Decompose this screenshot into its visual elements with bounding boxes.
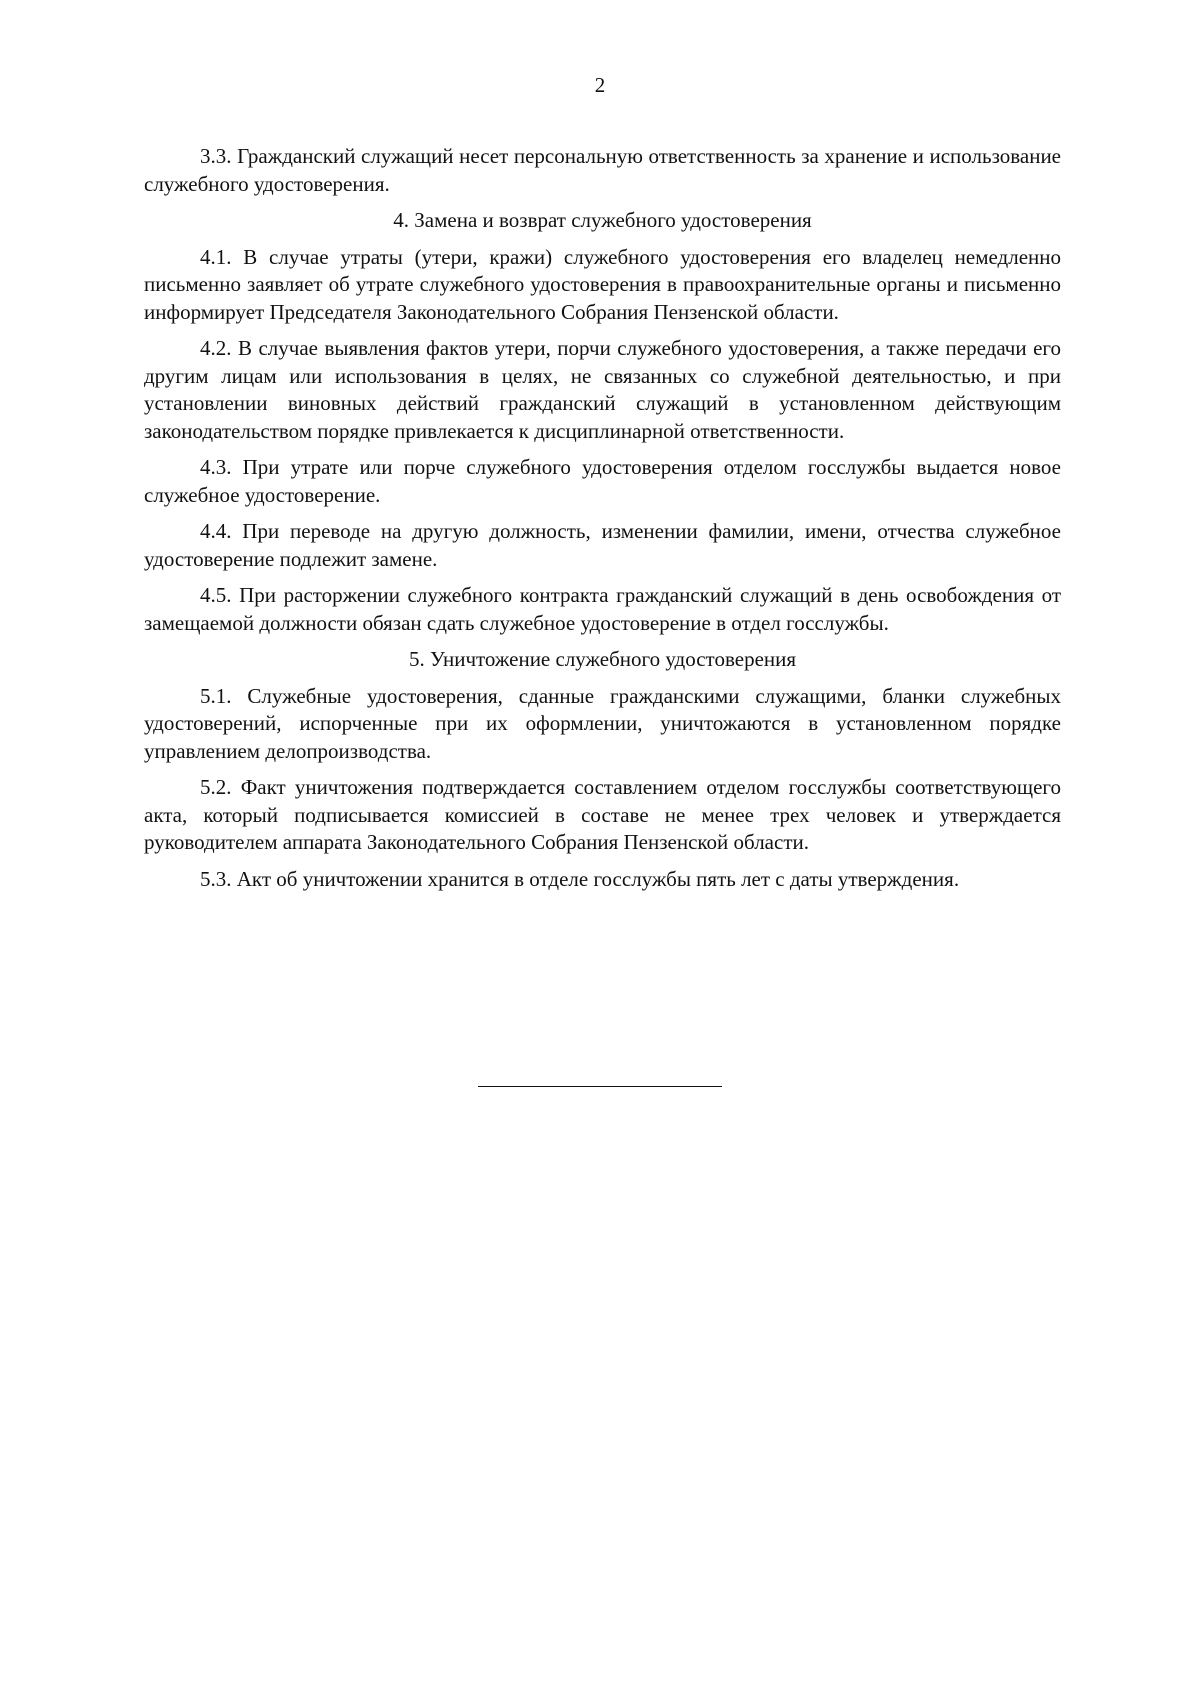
section-heading-5: 5. Уничтожение служебного удостоверения (408, 647, 797, 671)
paragraph-4-4: 4.4. При переводе на другую должность, изменении фамилии, имени, отчества служебное удостоверение подлежит замене. (144, 519, 1061, 571)
document-body (144, 143, 1061, 902)
paragraph-4-5: 4.5. При расторжении служебного контракта гражданский служащий в день освобождения от замещаемой должности обязан сдать служебное удостоверение в отдел госслужбы. (144, 583, 1061, 635)
page-number: 2 (594, 73, 606, 97)
paragraph-4-2: 4.2. В случае выявления фактов утери, порчи служебного удостоверения, а также передачи его другим лицам или использования в целях, не связанных со служебной деятельностью, и при установлении виновных действий гражданский служащий в установленном действующим законодательством порядке привлекается к дисциплинарной ответственности. (144, 336, 1061, 443)
section-heading-4: 4. Замена и возврат служебного удостоверения (393, 208, 812, 232)
paragraph-5-1: 5.1. Служебные удостоверения, сданные гражданскими служащими, бланки служебных удостоверений, испорченные при их оформлении, уничтожаются в установленном порядке управлением делопроизводства. (144, 683, 1061, 763)
paragraph-5-2: 5.2. Факт уничтожения подтверждается составлением отделом госслужбы соответствующего акта, который подписывается комиссией в составе не менее трех человек и утверждается руководителем аппарата Законодательного Собрания Пензенской области. (144, 775, 1061, 854)
end-divider-line (478, 1086, 722, 1087)
paragraph-4-1: 4.1. В случае утраты (утери, кражи) служебного удостоверения его владелец немедленно письменно заявляет об утрате служебного удостоверения в правоохранительные органы и письменно информирует Председателя Законодательного Собрания Пензенской области. (144, 244, 1061, 324)
paragraph-5-3: 5.3. Акт об уничтожении хранится в отделе госслужбы пять лет с даты утверждения. (200, 866, 960, 891)
paragraph-3-3: 3.3. Гражданский служащий несет персональную ответственность за хранение и использование служебного удостоверения. (144, 144, 1061, 196)
paragraph-4-3: 4.3. При утрате или порче служебного удостоверения отделом госслужбы выдается новое служебное удостоверение. (144, 455, 1061, 507)
